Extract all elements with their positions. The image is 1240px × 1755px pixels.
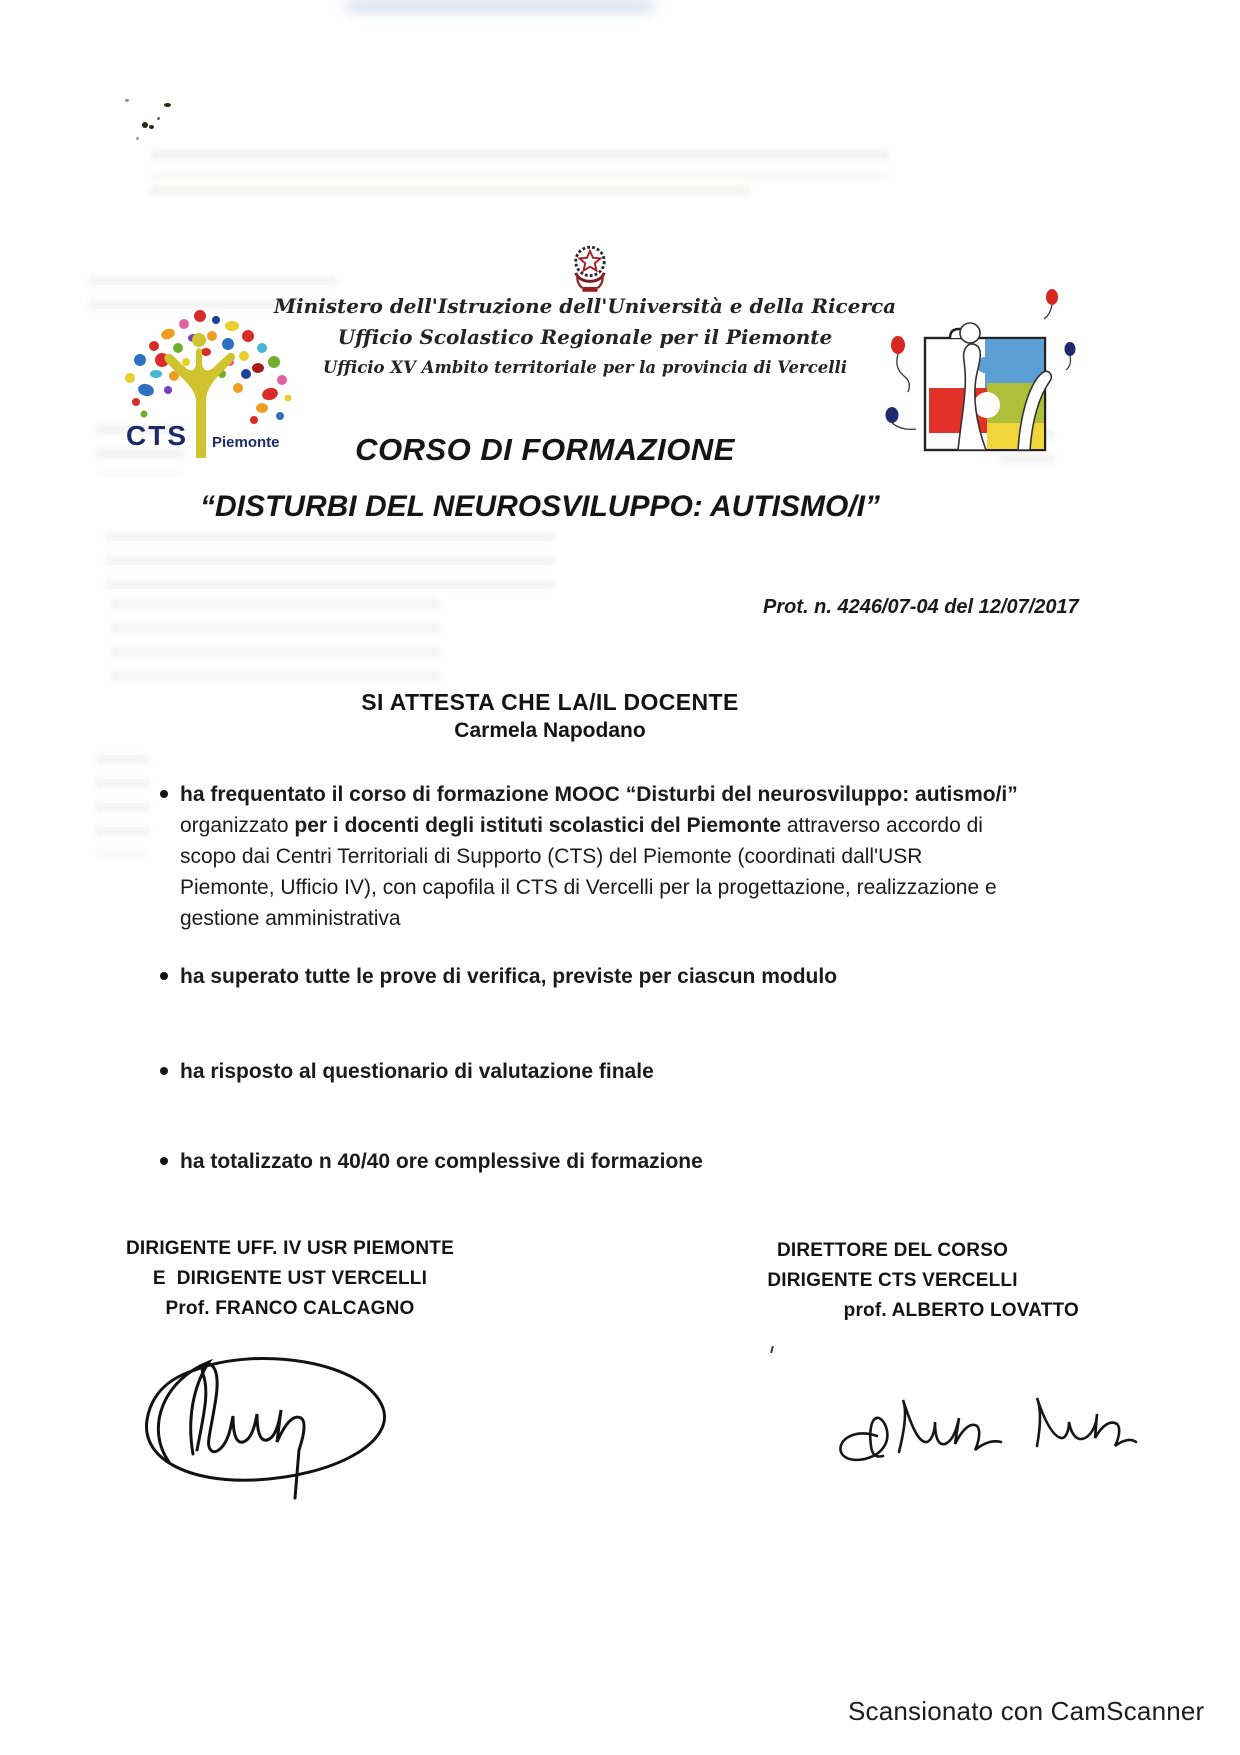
signer-block-right — [700, 1240, 1085, 1335]
signer-left-role-1: DIRIGENTE UFF. IV USR PIEMONTE — [126, 1238, 454, 1259]
bullet-item-frequentato: ha frequentato il corso di formazione MOOC “Disturbi del neurosviluppo: autismo/i” organizzato per i docenti degli istituti scolastici del Piemonte attraverso accordo di scopo dai Centri Territoriali di Supporto (CTS) del Piemonte (coordinati dall'USR Piemonte, Ufficio IV), con capofila il CTS di Vercelli per la progettazione, realizzazione e gestione amministrativa — [180, 783, 1018, 930]
bullet-marker — [160, 972, 168, 980]
ink-speck — [770, 1346, 774, 1353]
ink-speck — [157, 117, 160, 120]
italian-republic-emblem-icon — [571, 243, 609, 295]
attestation-heading: SI ATTESTA CHE LA/IL DOCENTE — [361, 689, 739, 715]
calcagno-signature — [135, 1350, 395, 1505]
lovatto-signature — [825, 1388, 1140, 1483]
signer-right-role-1: DIRETTORE DEL CORSO — [776, 1240, 1009, 1261]
calcagno-signature-icon — [135, 1350, 395, 1505]
camscanner-watermark: Scansionato con CamScanner — [848, 1696, 1205, 1726]
protocol-number: Prot. n. 4246/07-04 del 12/07/2017 — [763, 596, 1079, 618]
signer-left-name: Prof. FRANCO CALCAGNO — [165, 1298, 415, 1319]
ink-speck — [136, 137, 139, 140]
bleed-through-smudge — [345, 0, 655, 12]
cts-logo-region: Piemonte — [212, 434, 280, 451]
ink-speck — [149, 125, 154, 129]
ministry-header — [270, 294, 900, 377]
bullet-item-totalizzato: ha totalizzato n 40/40 ore complessive di formazione — [180, 1150, 703, 1173]
ministry-line-2: Ufficio Scolastico Regionale per il Piemonte — [337, 325, 833, 349]
bullet-marker — [160, 1067, 168, 1075]
lovatto-signature-icon — [825, 1388, 1140, 1483]
bleed-through-smudge — [95, 755, 150, 855]
bullet-marker — [160, 1157, 168, 1165]
bullet-item-risposto: ha risposto al questionario di valutazione finale — [180, 1060, 654, 1083]
ink-speck — [125, 99, 129, 102]
bleed-through-smudge — [150, 150, 890, 178]
signer-left-role-2: E DIRIGENTE UST VERCELLI — [152, 1268, 428, 1289]
ministry-line-3: Ufficio XV Ambito territoriale per la provincia di Vercelli — [322, 358, 848, 377]
course-name: “DISTURBI DEL NEUROSVILUPPO: AUTISMO/I” — [199, 490, 881, 523]
course-label: CORSO DI FORMAZIONE — [355, 432, 735, 467]
bleed-through-smudge — [150, 186, 750, 208]
ministry-line-1: Ministero dell'Istruzione dell'Università e della Ricerca — [273, 294, 897, 318]
ink-speck — [142, 122, 148, 128]
bleed-through-smudge — [110, 600, 440, 695]
teacher-name: Carmela Napodano — [454, 719, 646, 742]
signer-block-left — [100, 1238, 480, 1333]
signer-right-name: prof. ALBERTO LOVATTO — [843, 1300, 1079, 1321]
bullet-item-superato: ha superato tutte le prove di verifica, previste per ciascun modulo — [180, 965, 838, 988]
bullet-marker — [160, 790, 168, 798]
signer-right-role-2: DIRIGENTE CTS VERCELLI — [767, 1270, 1018, 1291]
cts-logo-acronym: CTS — [126, 420, 188, 451]
bleed-through-smudge — [105, 532, 555, 590]
ink-speck — [164, 103, 171, 107]
